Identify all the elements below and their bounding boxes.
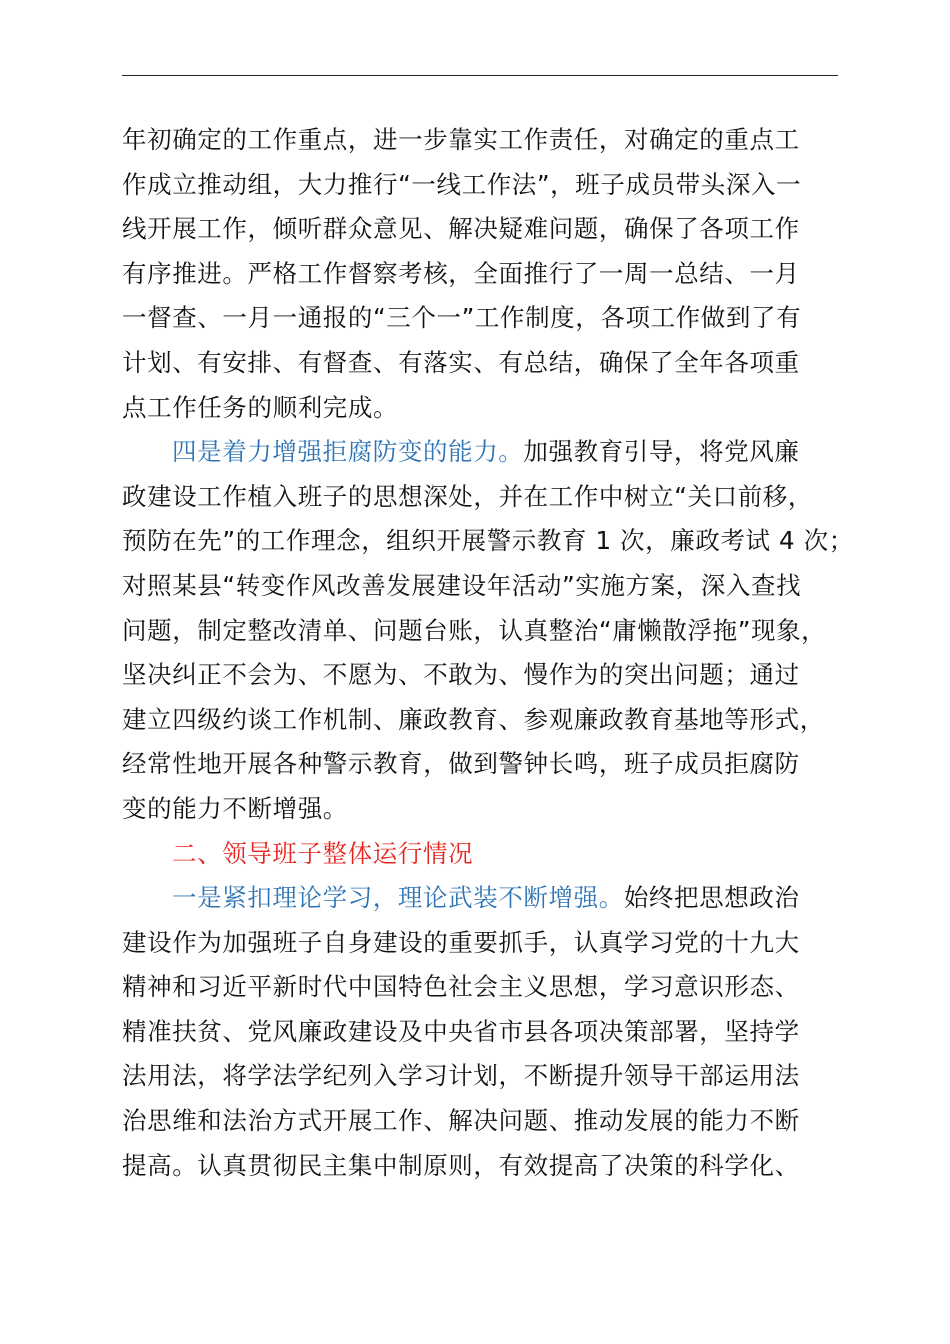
- text-line: 计划、有安排、有督查、有落实、有总结，确保了全年各项重: [122, 347, 800, 377]
- paragraph-start-line: [122, 430, 842, 475]
- document-body: [122, 118, 854, 1188]
- text-line: 对照某县“转变作风改善发展建设年活动”实施方案，深入查找: [122, 570, 802, 600]
- text-line: 预防在先”的工作理念，组织开展警示教育 1 次，廉政考试 4 次；: [122, 526, 854, 556]
- header-rule: [122, 75, 838, 76]
- text-line: 提高。认真贯彻民主集中制原则，有效提高了决策的科学化、: [122, 1150, 800, 1180]
- text-line: 法用法，将学法学纪列入学习计划，不断提升领导干部运用法: [122, 1061, 800, 1091]
- subheading-lead: 四是着力增强拒腐防变的能力。: [172, 437, 524, 467]
- text-line: 建设作为加强班子自身建设的重要抓手，认真学习党的十九大: [122, 927, 800, 957]
- text-line: 政建设工作植入班子的思想深处，并在工作中树立“关口前移，: [122, 481, 813, 511]
- paragraph-start-line: [122, 876, 842, 921]
- text-line: 建立四级约谈工作机制、廉政教育、参观廉政教育基地等形式，: [122, 704, 825, 734]
- text-line: 有序推进。严格工作督察考核，全面推行了一周一总结、一月: [122, 258, 800, 288]
- paragraph-text: 加强教育引导，将党风廉: [523, 437, 800, 467]
- text-line: 线开展工作，倾听群众意见、解决疑难问题，确保了各项工作: [122, 214, 800, 244]
- text-line: 变的能力不断增强。: [122, 793, 348, 823]
- section-heading: 二、领导班子整体运行情况: [172, 838, 474, 868]
- text-line: 点工作任务的顺利完成。: [122, 392, 399, 422]
- text-line: 精准扶贫、党风廉政建设及中央省市县各项决策部署，坚持学: [122, 1016, 800, 1046]
- text-line: 问题，制定整改清单、问题台账，认真整治“庸懒散浮拖”现象，: [122, 615, 827, 645]
- text-line: 治思维和法治方式开展工作、解决问题、推动发展的能力不断: [122, 1106, 800, 1136]
- text-line: 经常性地开展各种警示教育，做到警钟长鸣，班子成员拒腐防: [122, 749, 800, 779]
- text-line: 坚决纠正不会为、不愿为、不敢为、慢作为的突出问题；通过: [122, 660, 800, 690]
- text-line: 精神和习近平新时代中国特色社会主义思想，学习意识形态、: [122, 972, 800, 1002]
- text-line: 年初确定的工作重点，进一步靠实工作责任，对确定的重点工: [122, 125, 800, 154]
- text-line: 一督查、一月一通报的“三个一”工作制度，各项工作做到了有: [122, 303, 802, 333]
- subheading-lead: 一是紧扣理论学习，理论武装不断增强。: [172, 883, 624, 913]
- text-line: 作成立推动组，大力推行“一线工作法”，班子成员带头深入一: [122, 169, 802, 199]
- paragraph-text: 始终把思想政治: [623, 883, 800, 913]
